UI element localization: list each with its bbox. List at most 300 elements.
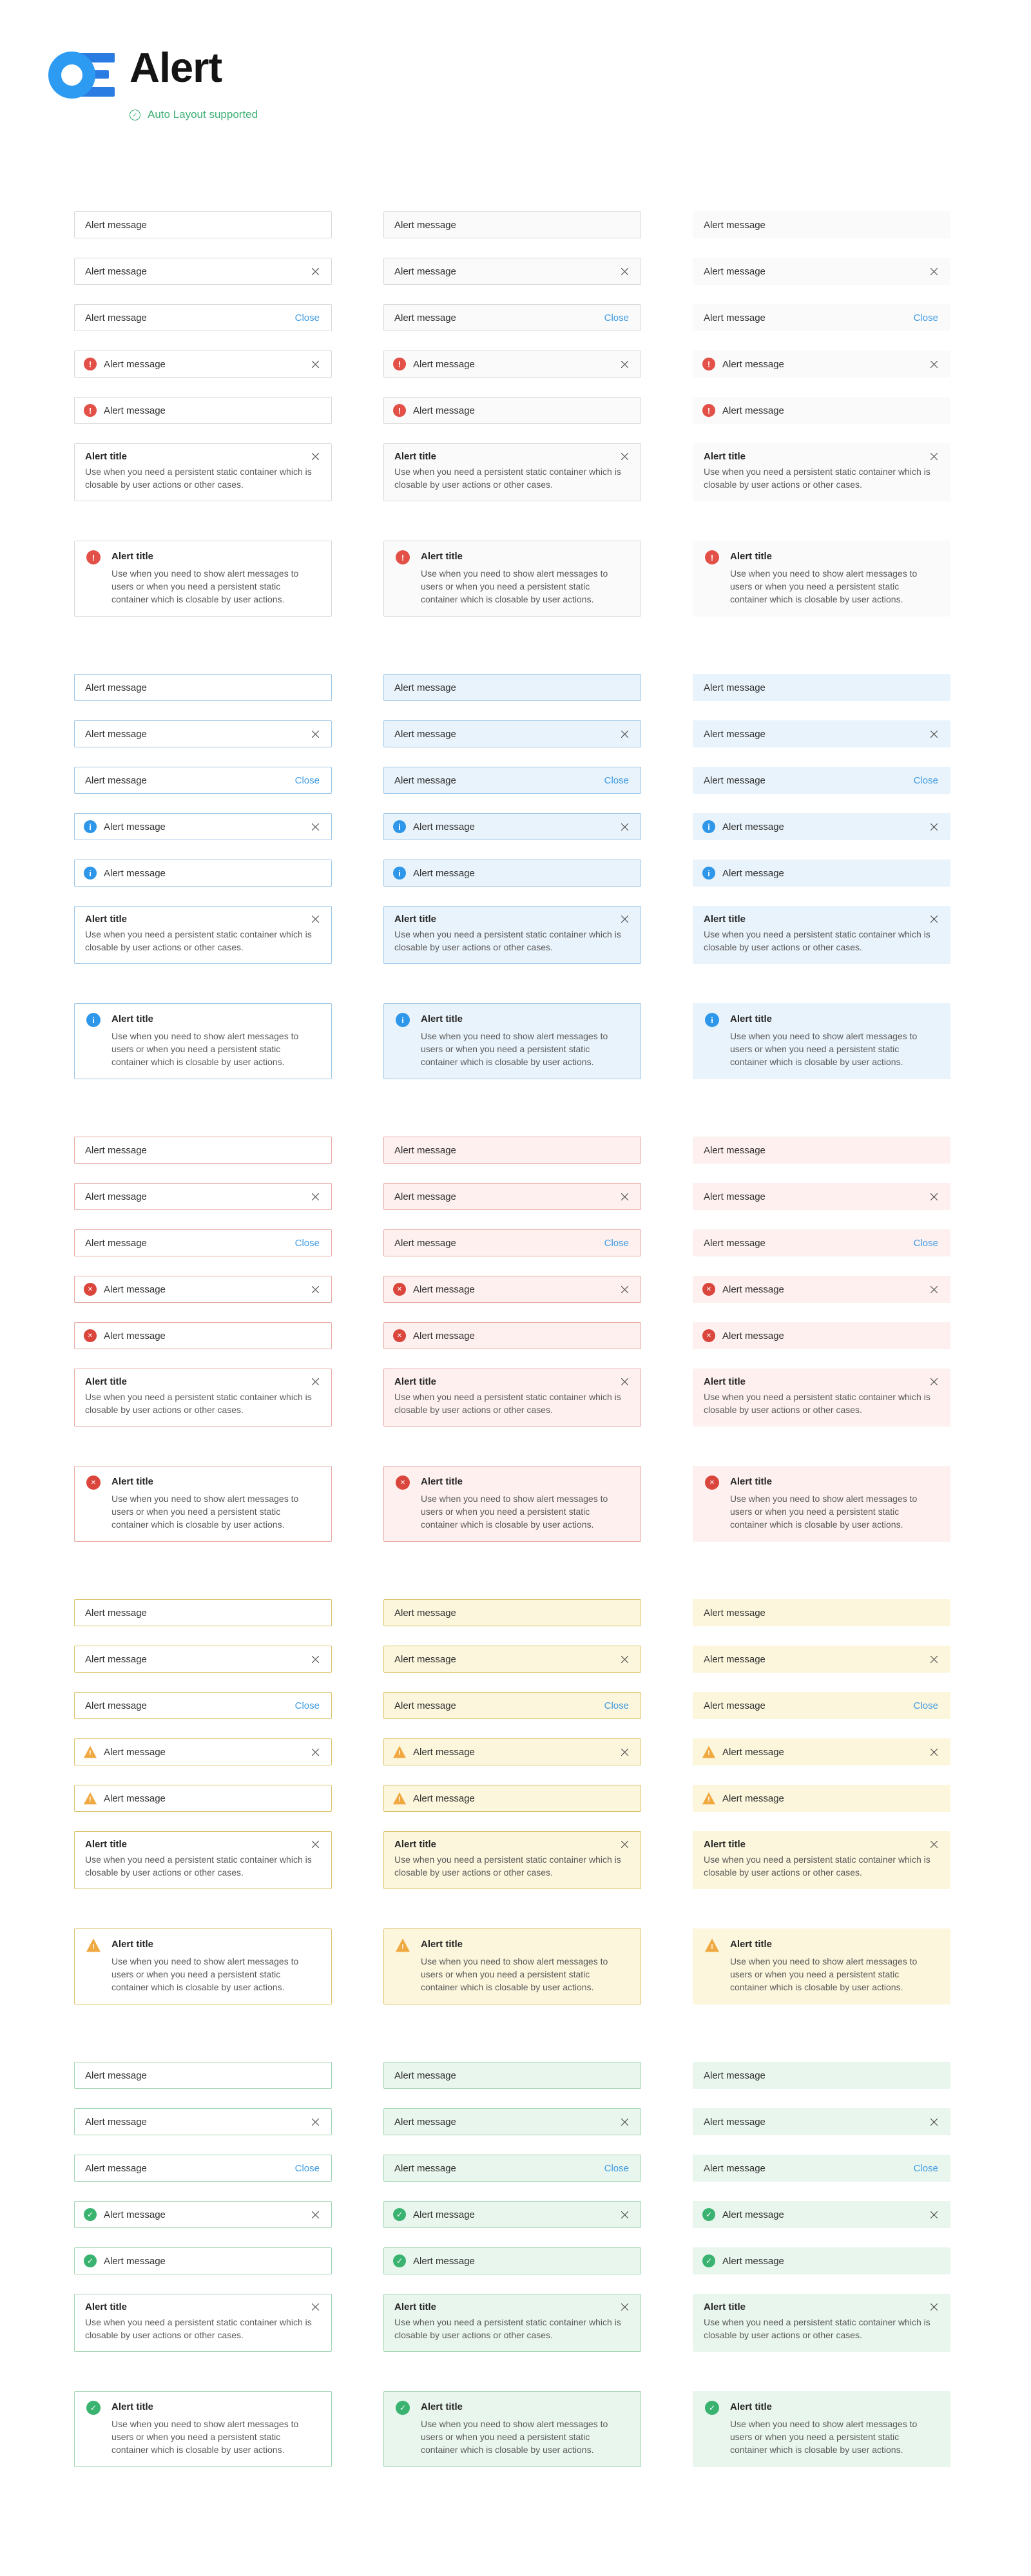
alert-group-warning-tinted-outlined [383, 1599, 641, 2004]
alert-success-close-text [693, 2155, 950, 2182]
alert-description: Use when you need a persistent static container which is closable by user actions or other cases. [394, 466, 621, 490]
alert-message: Alert message [394, 728, 456, 740]
alert-title: Alert title [421, 1476, 463, 1487]
exclamation-circle-icon [702, 404, 715, 417]
alert-error-title-close-x [693, 1369, 950, 1427]
alert-message: Alert message [104, 1746, 166, 1758]
alert-info-title-close-x [383, 906, 641, 964]
alert-message: Alert message [85, 774, 147, 786]
alert-warning-title-close-x [74, 1831, 332, 1889]
alert-warning-close-text [693, 1692, 950, 1719]
close-icon[interactable] [930, 2118, 938, 2126]
alert-description: Use when you need a persistent static container which is closable by user actions or other cases. [85, 2317, 312, 2340]
alert-success-title-close-x [383, 2294, 641, 2352]
close-icon[interactable] [311, 2211, 320, 2219]
alert-success-icon-only [693, 2247, 950, 2274]
alert-message: Alert message [85, 312, 147, 323]
alert-error-plain [74, 1137, 332, 1164]
alert-neutral-title-close-x [383, 443, 641, 501]
alert-body [730, 550, 929, 606]
alert-body [730, 1475, 929, 1531]
alert-success-plain [383, 2062, 641, 2089]
alert-message: Alert message [104, 1330, 166, 1341]
alert-description: Use when you need to show alert messages to users or when you need a persistent static container which is closable by user actions. [730, 568, 918, 604]
alert-title: Alert title [394, 1839, 437, 1850]
alert-description: Use when you need to show alert messages to users or when you need a persistent static container which is closable by user actions. [421, 2419, 608, 2455]
alert-neutral-plain [383, 211, 641, 238]
check-circle-icon [702, 2254, 715, 2267]
alert-error-icon-title [74, 1466, 332, 1542]
alert-message: Alert message [413, 1793, 475, 1804]
close-circle-icon [84, 1329, 97, 1342]
warning-triangle-icon [393, 1792, 406, 1805]
alert-error-icon-title [693, 1466, 950, 1542]
alert-body [730, 1012, 929, 1068]
alert-success-icon-title [74, 2391, 332, 2467]
close-link[interactable]: Close [604, 2162, 629, 2174]
alert-neutral-icon-title [74, 541, 332, 617]
close-link[interactable]: Close [913, 2162, 938, 2174]
close-icon[interactable] [311, 1378, 320, 1386]
alert-message: Alert message [413, 2209, 475, 2220]
close-icon[interactable] [621, 1193, 629, 1201]
close-icon[interactable] [621, 267, 629, 276]
warning-triangle-icon [86, 1938, 101, 1952]
close-link[interactable]: Close [604, 312, 629, 323]
badge-label: Auto Layout supported [148, 108, 258, 120]
alert-warning-close-text [383, 1692, 641, 1719]
alert-description: Use when you need to show alert messages to users or when you need a persistent static container which is closable by user actions. [730, 1494, 918, 1530]
alert-message: Alert message [704, 2116, 766, 2128]
alert-message: Alert message [85, 1144, 147, 1156]
alert-error-title-close-x [383, 1369, 641, 1427]
close-icon[interactable] [930, 1748, 938, 1756]
alert-message: Alert message [413, 405, 475, 416]
alert-neutral-icon-close-x [383, 351, 641, 378]
close-icon[interactable] [930, 1285, 938, 1294]
alert-neutral-icon-only [383, 397, 641, 424]
alert-info-icon-only [693, 860, 950, 887]
alert-error-icon-close-x [383, 1276, 641, 1303]
close-icon[interactable] [311, 2303, 320, 2311]
close-icon[interactable] [621, 730, 629, 738]
alert-message: Alert message [722, 1746, 784, 1758]
alert-description: Use when you need a persistent static container which is closable by user actions or other cases. [85, 1854, 312, 1878]
alert-warning-close-x [693, 1646, 950, 1673]
check-circle-icon [705, 2401, 719, 2415]
alert-group-error-outlined [74, 1137, 332, 1542]
alert-description: Use when you need to show alert messages to users or when you need a persistent static container which is closable by user actions. [730, 1956, 918, 1992]
alert-error-close-text [693, 1229, 950, 1256]
alert-message: Alert message [704, 1700, 766, 1711]
close-circle-icon [393, 1283, 406, 1296]
close-icon[interactable] [311, 1285, 320, 1294]
exclamation-circle-icon [396, 550, 410, 564]
alert-message: Alert message [413, 2255, 475, 2267]
close-icon[interactable] [930, 915, 938, 923]
column-tinted-outlined [383, 211, 641, 2467]
close-link[interactable]: Close [294, 312, 320, 323]
alert-message: Alert message [394, 2070, 456, 2081]
alert-title: Alert title [704, 2302, 746, 2312]
alert-title: Alert title [85, 1376, 128, 1387]
close-icon[interactable] [621, 360, 629, 369]
close-icon[interactable] [621, 823, 629, 831]
alert-group-error-tinted-outlined [383, 1137, 641, 1542]
alert-message: Alert message [104, 2255, 166, 2267]
close-icon[interactable] [311, 1840, 320, 1849]
close-circle-icon [393, 1329, 406, 1342]
check-circle-icon [84, 2254, 97, 2267]
alert-info-plain [74, 674, 332, 701]
close-link[interactable]: Close [604, 1237, 629, 1249]
alert-neutral-plain [74, 211, 332, 238]
alert-description: Use when you need to show alert messages to users or when you need a persistent static container which is closable by user actions. [421, 1956, 608, 1992]
alert-description: Use when you need to show alert messages to users or when you need a persistent static container which is closable by user actions. [111, 1031, 299, 1067]
close-icon[interactable] [311, 360, 320, 369]
close-icon[interactable] [621, 1378, 629, 1386]
info-circle-icon [396, 1013, 410, 1027]
alert-success-icon-close-x [74, 2201, 332, 2228]
alert-group-warning-outlined [74, 1599, 332, 2004]
close-circle-icon [84, 1283, 97, 1296]
close-link[interactable]: Close [294, 1700, 320, 1711]
info-circle-icon [705, 1013, 719, 1027]
alert-body [111, 1012, 310, 1068]
alert-neutral-icon-title [693, 541, 950, 617]
alert-message: Alert message [104, 1283, 166, 1295]
alert-error-close-x [74, 1183, 332, 1210]
warning-triangle-icon [84, 1745, 97, 1758]
alert-success-title-close-x [74, 2294, 332, 2352]
close-icon[interactable] [930, 267, 938, 276]
alert-info-plain [383, 674, 641, 701]
alert-message: Alert message [104, 1793, 166, 1804]
close-icon[interactable] [930, 2303, 938, 2311]
alert-group-neutral-outlined [74, 211, 332, 617]
close-icon[interactable] [930, 823, 938, 831]
alert-message: Alert message [394, 312, 456, 323]
alert-success-plain [693, 2062, 950, 2089]
alert-error-icon-only [693, 1322, 950, 1349]
alert-neutral-close-x [383, 258, 641, 285]
alert-error-close-text [383, 1229, 641, 1256]
alert-description: Use when you need to show alert messages to users or when you need a persistent static container which is closable by user actions. [730, 1031, 918, 1067]
close-icon[interactable] [930, 1378, 938, 1386]
close-icon[interactable] [930, 360, 938, 369]
close-icon[interactable] [311, 915, 320, 923]
alert-group-success-tinted-outlined [383, 2062, 641, 2467]
alert-title: Alert title [730, 1476, 773, 1487]
alert-title: Alert title [85, 451, 128, 462]
alert-info-icon-close-x [74, 813, 332, 840]
alert-info-close-text [383, 767, 641, 794]
alert-message: Alert message [704, 312, 766, 323]
check-circle-icon [393, 2208, 406, 2221]
alert-success-icon-close-x [693, 2201, 950, 2228]
exclamation-circle-icon [84, 404, 97, 417]
alert-title: Alert title [394, 1376, 437, 1387]
column-tinted [693, 211, 950, 2467]
alert-description: Use when you need a persistent static container which is closable by user actions or other cases. [704, 1392, 930, 1415]
alert-message: Alert message [85, 2070, 147, 2081]
alert-message: Alert message [413, 1746, 475, 1758]
alert-message: Alert message [413, 867, 475, 879]
alert-description: Use when you need to show alert messages to users or when you need a persistent static container which is closable by user actions. [421, 1494, 608, 1530]
alert-body [111, 1475, 310, 1531]
close-icon[interactable] [311, 1655, 320, 1664]
alert-title: Alert title [85, 1839, 128, 1850]
alert-description: Use when you need a persistent static container which is closable by user actions or other cases. [394, 1854, 621, 1878]
alert-title: Alert title [111, 1939, 154, 1950]
close-link[interactable]: Close [913, 312, 938, 323]
alert-body [730, 2400, 929, 2456]
close-icon[interactable] [311, 730, 320, 738]
alert-message: Alert message [413, 358, 475, 370]
alert-info-icon-only [74, 860, 332, 887]
close-icon[interactable] [621, 1655, 629, 1664]
alert-error-plain [693, 1137, 950, 1164]
close-icon[interactable] [930, 730, 938, 738]
alert-success-icon-close-x [383, 2201, 641, 2228]
close-icon[interactable] [621, 2118, 629, 2126]
alert-message: Alert message [104, 405, 166, 416]
alert-warning-icon-close-x [74, 1738, 332, 1765]
alert-description: Use when you need to show alert messages to users or when you need a persistent static container which is closable by user actions. [111, 1494, 299, 1530]
alert-warning-icon-close-x [383, 1738, 641, 1765]
alert-message: Alert message [413, 1330, 475, 1341]
alert-message: Alert message [722, 867, 784, 879]
exclamation-circle-icon [84, 358, 97, 370]
alert-title: Alert title [421, 1939, 463, 1950]
close-icon[interactable] [311, 2118, 320, 2126]
close-icon[interactable] [621, 1840, 629, 1849]
alert-error-title-close-x [74, 1369, 332, 1427]
alert-title: Alert title [704, 914, 746, 925]
alert-warning-close-x [74, 1646, 332, 1673]
alert-info-icon-title [383, 1003, 641, 1079]
alert-body [421, 1475, 619, 1531]
alert-success-icon-only [74, 2247, 332, 2274]
logo-ring [48, 52, 95, 99]
close-icon[interactable] [311, 1193, 320, 1201]
auto-layout-badge [130, 108, 258, 121]
exclamation-circle-icon [705, 550, 719, 564]
alert-info-close-x [74, 720, 332, 747]
alert-message: Alert message [704, 1653, 766, 1665]
close-circle-icon [396, 1475, 410, 1490]
warning-triangle-icon [702, 1745, 715, 1758]
alert-warning-icon-title [693, 1928, 950, 2004]
close-link[interactable]: Close [604, 774, 629, 786]
alert-warning-plain [383, 1599, 641, 1626]
close-icon[interactable] [621, 1748, 629, 1756]
close-icon[interactable] [621, 1285, 629, 1294]
alert-title: Alert title [85, 2302, 128, 2312]
alert-title: Alert title [394, 2302, 437, 2312]
alert-info-icon-only [383, 860, 641, 887]
alert-group-warning-tinted [693, 1599, 950, 2004]
alert-message: Alert message [85, 1191, 147, 1202]
close-icon[interactable] [930, 2211, 938, 2219]
alert-message: Alert message [394, 265, 456, 277]
alert-success-close-x [383, 2108, 641, 2135]
alert-description: Use when you need to show alert messages to users or when you need a persistent static container which is closable by user actions. [111, 2419, 299, 2455]
alert-body [421, 1012, 619, 1068]
alert-message: Alert message [413, 1283, 475, 1295]
close-icon[interactable] [930, 452, 938, 461]
alert-group-success-tinted [693, 2062, 950, 2467]
alert-body [421, 1937, 619, 1994]
close-link[interactable]: Close [294, 774, 320, 786]
alert-message: Alert message [413, 821, 475, 832]
close-link[interactable]: Close [913, 774, 938, 786]
alert-error-plain [383, 1137, 641, 1164]
close-icon[interactable] [930, 1193, 938, 1201]
alert-message: Alert message [85, 1700, 147, 1711]
alert-message: Alert message [722, 1283, 784, 1295]
alert-description: Use when you need to show alert messages to users or when you need a persistent static container which is closable by user actions. [730, 2419, 918, 2455]
oe-logo [48, 52, 119, 99]
close-icon[interactable] [621, 915, 629, 923]
alert-title: Alert title [421, 2401, 463, 2412]
alert-message: Alert message [704, 2070, 766, 2081]
close-circle-icon [705, 1475, 719, 1490]
alert-neutral-close-text [74, 304, 332, 331]
alert-description: Use when you need a persistent static container which is closable by user actions or other cases. [394, 1392, 621, 1415]
alert-group-info-outlined [74, 674, 332, 1079]
close-icon[interactable] [311, 1748, 320, 1756]
alert-neutral-close-text [693, 304, 950, 331]
alert-title: Alert title [730, 2401, 773, 2412]
alert-neutral-icon-title [383, 541, 641, 617]
alert-message: Alert message [85, 1237, 147, 1249]
alert-message: Alert message [394, 1700, 456, 1711]
check-circle-icon [86, 2401, 101, 2415]
alert-body [730, 1937, 929, 1994]
close-icon[interactable] [311, 823, 320, 831]
alert-warning-close-x [383, 1646, 641, 1673]
alert-group-error-tinted [693, 1137, 950, 1542]
alert-message: Alert message [85, 2116, 147, 2128]
alert-message: Alert message [85, 2162, 147, 2174]
alert-warning-icon-only [74, 1785, 332, 1812]
alert-warning-title-close-x [693, 1831, 950, 1889]
alert-message: Alert message [394, 1191, 456, 1202]
alert-message: Alert message [704, 682, 766, 693]
alert-warning-icon-close-x [693, 1738, 950, 1765]
alert-message: Alert message [104, 2209, 166, 2220]
close-icon[interactable] [311, 452, 320, 461]
alert-neutral-title-close-x [74, 443, 332, 501]
alert-message: Alert message [394, 682, 456, 693]
close-icon[interactable] [621, 2211, 629, 2219]
alert-title: Alert title [730, 1939, 773, 1950]
alert-message: Alert message [722, 1793, 784, 1804]
info-circle-icon [393, 867, 406, 879]
alert-description: Use when you need to show alert messages to users or when you need a persistent static container which is closable by user actions. [421, 1031, 608, 1067]
alert-title: Alert title [85, 914, 128, 925]
close-link[interactable]: Close [294, 1237, 320, 1249]
alert-message: Alert message [85, 219, 147, 231]
alert-group-info-tinted-outlined [383, 674, 641, 1079]
alert-info-close-text [74, 767, 332, 794]
close-icon[interactable] [930, 1840, 938, 1849]
alert-message: Alert message [704, 1607, 766, 1619]
alert-title: Alert title [704, 1839, 746, 1850]
close-circle-icon [86, 1475, 101, 1490]
alert-success-title-close-x [693, 2294, 950, 2352]
alert-title: Alert title [704, 451, 746, 462]
alert-description: Use when you need to show alert messages to users or when you need a persistent static container which is closable by user actions. [421, 568, 608, 604]
warning-triangle-icon [393, 1745, 406, 1758]
alert-error-close-x [383, 1183, 641, 1210]
alert-warning-icon-only [693, 1785, 950, 1812]
alert-description: Use when you need a persistent static container which is closable by user actions or other cases. [394, 2317, 621, 2340]
alert-message: Alert message [85, 1607, 147, 1619]
check-circle-icon [130, 110, 140, 120]
page-title: Alert [130, 44, 222, 91]
alert-group-neutral-tinted-outlined [383, 211, 641, 617]
exclamation-circle-icon [86, 550, 101, 564]
warning-triangle-icon [84, 1792, 97, 1805]
alert-warning-title-close-x [383, 1831, 641, 1889]
alert-message: Alert message [394, 2116, 456, 2128]
alert-success-icon-only [383, 2247, 641, 2274]
check-circle-icon [393, 2254, 406, 2267]
close-icon[interactable] [311, 267, 320, 276]
alert-message: Alert message [704, 219, 766, 231]
check-circle-icon [702, 2208, 715, 2221]
alert-message: Alert message [85, 728, 147, 740]
alert-error-icon-close-x [74, 1276, 332, 1303]
alert-info-close-text [693, 767, 950, 794]
alert-description: Use when you need a persistent static container which is closable by user actions or other cases. [85, 466, 312, 490]
check-circle-icon [84, 2208, 97, 2221]
exclamation-circle-icon [702, 358, 715, 370]
alert-neutral-plain [693, 211, 950, 238]
close-icon[interactable] [621, 2303, 629, 2311]
alert-message: Alert message [85, 265, 147, 277]
alert-message: Alert message [722, 821, 784, 832]
alert-success-close-text [74, 2155, 332, 2182]
close-link[interactable]: Close [913, 1237, 938, 1249]
header [0, 0, 1031, 211]
alert-message: Alert message [722, 2209, 784, 2220]
alert-title: Alert title [394, 914, 437, 925]
alert-title: Alert title [111, 1014, 154, 1024]
alert-info-icon-title [693, 1003, 950, 1079]
alert-message: Alert message [722, 358, 784, 370]
close-icon[interactable] [621, 452, 629, 461]
alert-neutral-close-x [693, 258, 950, 285]
alert-grid [0, 211, 1031, 2467]
close-link[interactable]: Close [604, 1700, 629, 1711]
close-icon[interactable] [930, 1655, 938, 1664]
alert-message: Alert message [394, 1653, 456, 1665]
close-circle-icon [702, 1329, 715, 1342]
alert-title: Alert title [704, 1376, 746, 1387]
alert-error-icon-title [383, 1466, 641, 1542]
close-link[interactable]: Close [294, 2162, 320, 2174]
alert-body [111, 2400, 310, 2456]
alert-info-close-x [693, 720, 950, 747]
close-link[interactable]: Close [913, 1700, 938, 1711]
alert-neutral-title-close-x [693, 443, 950, 501]
alert-neutral-icon-only [693, 397, 950, 424]
alert-body [421, 2400, 619, 2456]
alert-message: Alert message [704, 1144, 766, 1156]
